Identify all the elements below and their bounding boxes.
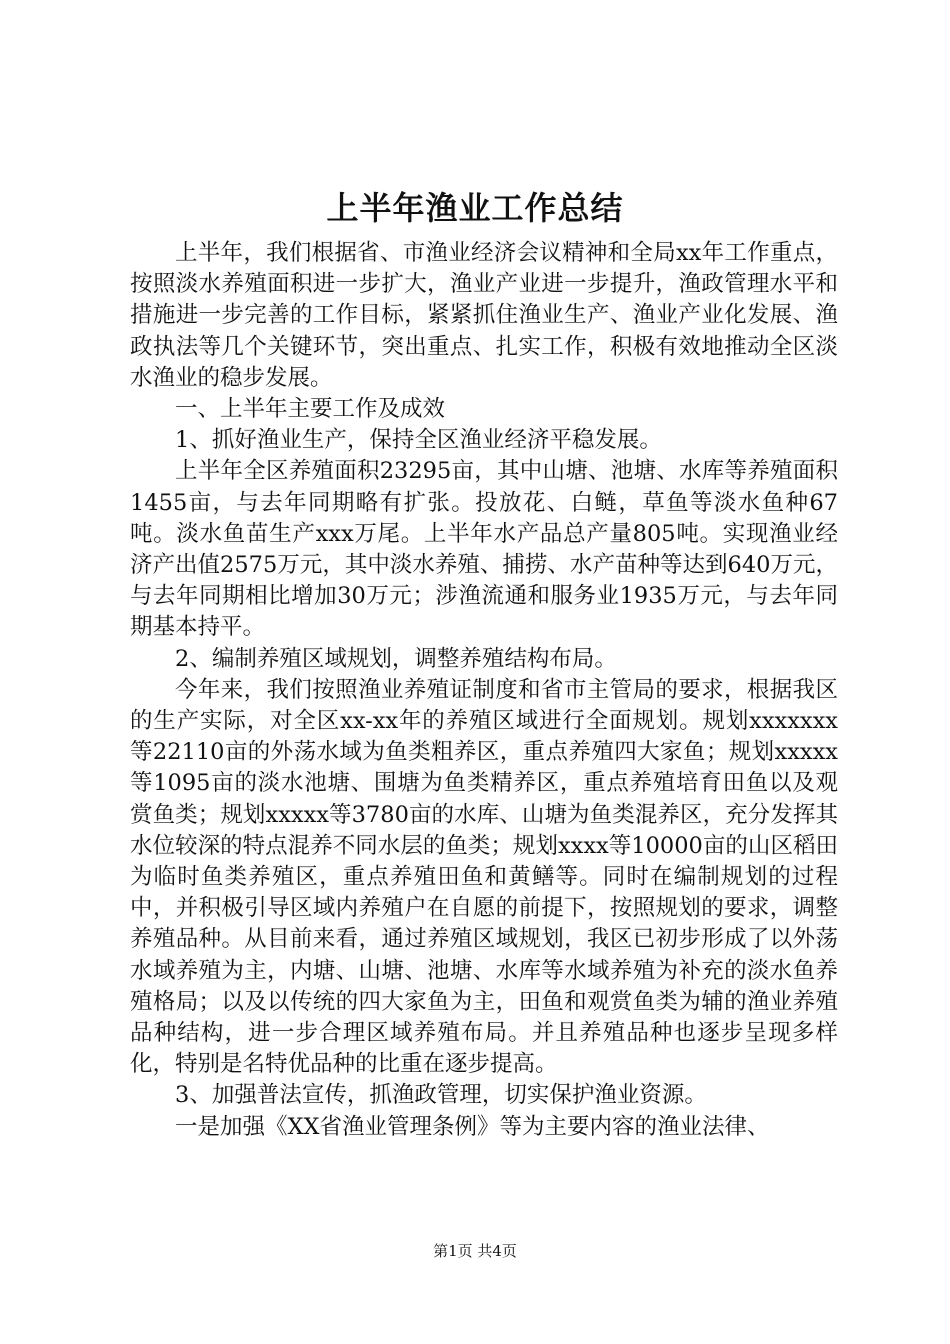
paragraph-law-publicity: 一是加强《XX省渔业管理条例》等为主要内容的渔业法律、 [175,1113,770,1140]
document-body [130,238,838,1143]
subsection-heading-2: 2、编制养殖区域规划，调整养殖结构布局。 [175,645,617,672]
page-footer: 第1页 共4页 [433,1242,517,1260]
document-title: 上半年渔业工作总结 [326,189,624,227]
paragraph-intro: 上半年，我们根据省、市渔业经济会议精神和全局xx年工作重点，按照淡水养殖面积进一步扩大，渔业产业进一步提升，渔政管理水平和措施进一步完善的工作目标，紧紧抓住渔业生产、渔业产业化发展、渔政执法等几个关键环节，突出重点、扎实工作，积极有效地推动全区淡水渔业的稳步发展。 [130,240,838,391]
section-heading-1: 一、上半年主要工作及成效 [175,396,446,423]
subsection-heading-3: 3、加强普法宣传，抓渔政管理，切实保护渔业资源。 [175,1082,707,1109]
paragraph-planning: 今年来，我们按照渔业养殖证制度和省市主管局的要求，根据我区的生产实际，对全区xx-xx年的养殖区域进行全面规划。规划xxxxxxx等22110亩的外荡水域为鱼类粗养区，重点养殖四大家鱼；规划xxxxx等1095亩的淡水池塘、围塘为鱼类精养区，重点养殖培育田鱼以及观赏鱼类；规划xxxxx等3780亩的水库、山塘为鱼类混养区，充分发挥其水位较深的特点混养不同水层的鱼类；规划xxxx等10000亩的山区稻田为临时鱼类养殖区，重点养殖田鱼和黄鳝等。同时在编制规划的过程中，并积极引导区域内养殖户在自愿的前提下，按照规划的要求，调整养殖品种。从目前来看，通过养殖区域规划，我区已初步形成了以外荡水域养殖为主，内塘、山塘、池塘、水库等水域养殖为补充的淡水鱼养殖格局；以及以传统的四大家鱼为主，田鱼和观赏鱼类为辅的渔业养殖品种结构，进一步合理区域养殖布局。并且养殖品种也逐步呈现多样化，特别是名特优品种的比重在逐步提高。 [130,676,838,1078]
paragraph-production: 上半年全区养殖面积23295亩，其中山塘、池塘、水库等养殖面积1455亩，与去年同期略有扩张。投放花、白鲢，草鱼等淡水鱼种67吨。淡水鱼苗生产xxx万尾。上半年水产品总产量805吨。实现渔业经济产出值2575万元，其中淡水养殖、捕捞、水产苗种等达到640万元，与去年同期相比增加30万元；涉渔流通和服务业1935万元，与去年同期基本持平。 [130,458,838,641]
subsection-heading-1: 1、抓好渔业生产，保持全区渔业经济平稳发展。 [175,427,662,454]
